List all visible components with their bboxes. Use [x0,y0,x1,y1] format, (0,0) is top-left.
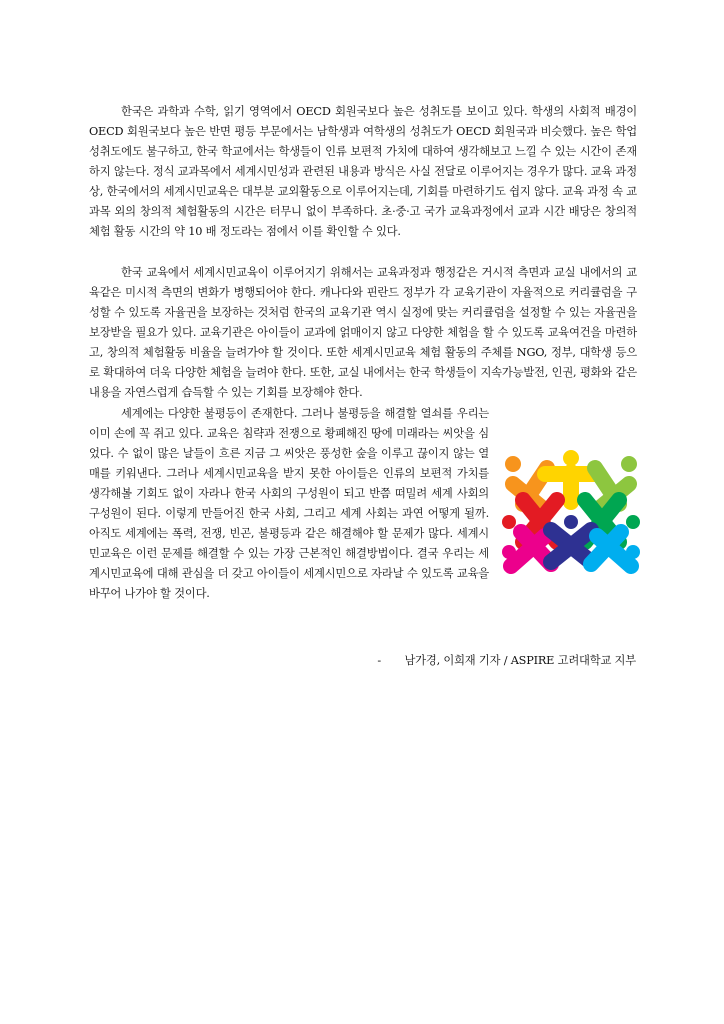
head-green [626,515,640,529]
paragraph-2: 한국 교육에서 세계시민교육이 이루어지기 위해서는 교육과정과 행정같은 거시적 측면과 교실 내에서의 교육같은 미시적 측면의 변화가 병행되어야 한다. 캐나다와 핀란드 정부가 각 교육기관이 자율적으로 커리큘럼을 구성할 수 있도록 자율권을 보장하는 것처럼 한국의 교육기관 역시 실정에 맞는 커리큘럼을 설정할 수 있는 자율권을 보장받을 필요가 있다. 교육기관은 아이들이 교과에 얽매이지 않고 다양한 체험을 할 수 있도록 교육여건을 마련하고, 창의적 체험활동 비율을 늘려가야 할 것이다. 또한 세계시민교육 체험 활동의 주체를 NGO, 정부, 대학생 등으로 확대하여 더욱 다양한 체험을 늘려야 한다. 또한, 교실 내에서는 한국 학생들이 지속가능발전, 인권, 평화와 같은 내용을 자연스럽게 습득할 수 있는 기회를 보장해야 한다. [89,266,637,399]
byline-dash: - [377,654,382,667]
colorful-people-circle-icon [501,450,641,578]
paragraph-3-block [89,404,637,604]
head-orange [505,456,521,472]
byline [377,651,636,671]
people-illustration [501,450,641,578]
head-blue [626,545,640,559]
paragraph-3: 세계에는 다양한 불평등이 존재한다. 그러나 불평등을 해결할 열쇠를 우리는 이미 손에 꼭 쥐고 있다. 교육은 침략과 전쟁으로 황폐해진 땅에 미래라는 씨앗을 심었다. 수 없이 많은 날들이 흐른 지금 그 씨앗은 풍성한 숲을 이루고 끊이지 않는 열매를 키워낸다. 그러나 세계시민교육을 받지 못한 아이들은 인류의 보편적 가치를 생각해볼 기회도 없이 자라나 한국 사회의 구성원이 되고 반쯤 떠밀려 세계 사회의 구성원이 된다. 이렇게 만들어진 한국 사회, 그리고 세계 사회는 과연 어떻게 될까. 아직도 세계에는 폭력, 전쟁, 빈곤, 불평등과 같은 해결해야 할 문제가 많다. 세계시민교육은 이런 문제를 해결할 수 있는 가장 근본적인 해결방법이다. 결국 우리는 세계시민교육에 대해 관심을 더 갖고 아이들이 세계시민으로 자라날 수 있도록 교육을 바꾸어 나가야 할 것이다. [89,407,489,600]
head-magenta [502,545,516,559]
paragraph-1: 한국은 과학과 수학, 읽기 영역에서 OECD 회원국보다 높은 성취도를 보이고 있다. 학생의 사회적 배경이 OECD 회원국보다 높은 반면 평등 부문에서는 남학생과 여학생의 성취도가 OECD 회원국과 비슷했다. 높은 학업 성취도에도 불구하고, 한국 학교에서는 학생들이 인류 보편적 가치에 대하여 생각해보고 느낄 수 있는 시간이 존재하지 않는다. 정식 교과목에서 세계시민성과 관련된 내용과 방식은 사실 전달로 이루어지는 경우가 많다. 교육 과정 상, 한국에서의 세계시민교육은 대부분 교외활동으로 이루어지는데, 기회를 마련하기도 쉽지 않다. 교육 과정 속 교과목 외의 창의적 체험활동의 시간은 터무니 없이 부족하다. 초·중·고 국가 교육과정에서 교과 시간 배당은 창의적 체험 활동 시간의 약 10 배 정도라는 점에서 이를 확인할 수 있다. [89,105,637,238]
head-red [502,515,516,529]
head-yellow [563,450,579,466]
byline-text: 남가경, 이희재 기자 / ASPIRE 고려대학교 지부 [404,654,636,667]
head-navy [564,515,578,529]
head-lightgreen [621,456,637,472]
